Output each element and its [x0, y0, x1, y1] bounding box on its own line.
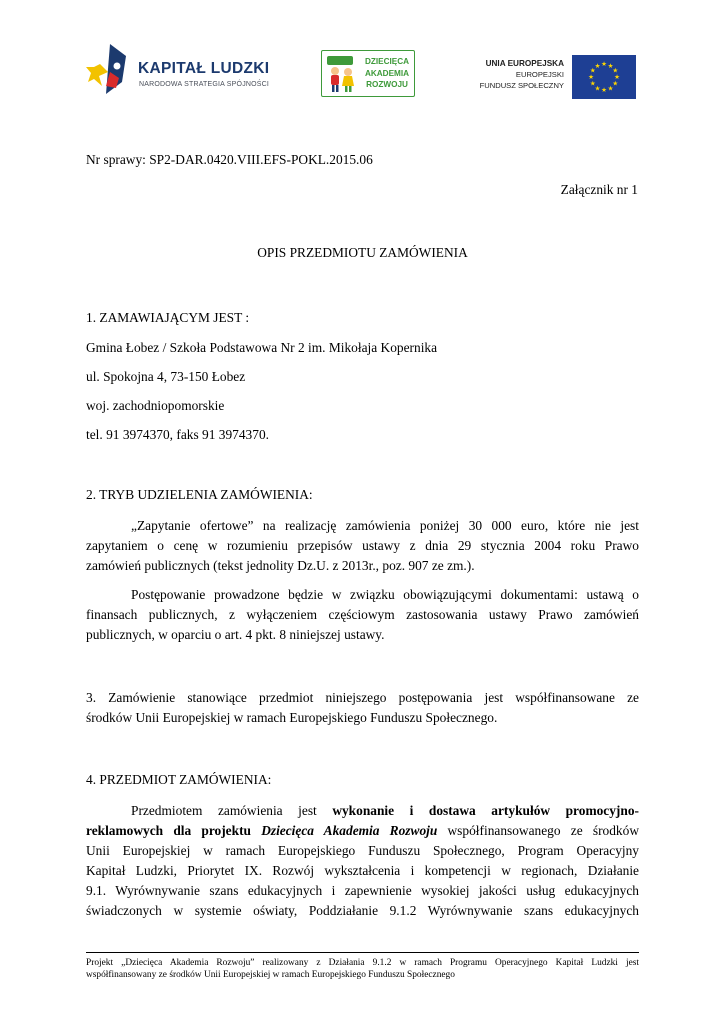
case-number: Nr sprawy: SP2-DAR.0420.VIII.EFS-POKL.2015.06: [86, 152, 373, 167]
eu-star-icon: ★: [612, 67, 619, 75]
eu-star-icon: ★: [612, 80, 619, 88]
section-2-p2-line-1: Postępowanie prowadzone będzie w związku obowiązującymi dokumentami: ustawą o: [131, 587, 639, 602]
children-illustration-icon: [324, 53, 360, 95]
orderer-phone: tel. 91 3974370, faks 91 3974370.: [86, 427, 269, 442]
kapital-ludzki-subtitle: NARODOWA STRATEGIA SPÓJNOŚCI: [139, 81, 270, 88]
footer-divider: [86, 952, 639, 953]
section-3-line-1: 3. Zamówienie stanowiące przedmiot niniejszego postępowania jest współfinansowane ze: [86, 690, 639, 705]
section-1-heading: 1. ZAMAWIAJĄCYM JEST :: [86, 310, 250, 325]
section-3-line-2: środków Unii Europejskiej w ramach Europejskiego Funduszu Społecznego.: [86, 710, 498, 725]
orderer-name: Gmina Łobez / Szkoła Podstawowa Nr 2 im. Mikołaja Kopernika: [86, 340, 438, 355]
eu-logo: [460, 55, 636, 101]
dziecieca-akademia-logo: [321, 50, 415, 97]
section-4-line-4: Kapitał Ludzki, Priorytet IX. Rozwój wykształcenia i kompetencji w regionach, Działanie: [86, 863, 639, 878]
eu-flag-icon: [572, 55, 636, 99]
section-4-line-2: [86, 823, 639, 839]
eu-star-icon: ★: [594, 62, 601, 70]
eu-star-icon: ★: [607, 62, 614, 70]
orderer-address: ul. Spokojna 4, 73-150 Łobez: [86, 369, 246, 384]
section-4-line-5: 9.1. Wyrównywanie szans edukacyjnych i zapewnienie wysokiej jakości usług edukacyjnych: [86, 883, 639, 898]
eu-line-1: UNIA EUROPEJSKA: [485, 59, 564, 68]
kapital-ludzki-emblem-icon: [86, 42, 136, 100]
akademia-line-3: ROZWOJU: [366, 80, 408, 89]
s4-l1-bold: wykonanie i dostawa artykułów promocyjno-: [332, 803, 639, 818]
footer-line-1: Projekt „Dziecięca Akademia Rozwoju” realizowany z Działania 9.1.2 w ramach Programu Operacyjnego Kapitał Ludzki jest: [86, 958, 639, 968]
akademia-line-2: AKADEMIA: [364, 68, 410, 78]
s4-l2-normal: współfinansowanego ze środków: [437, 823, 639, 838]
eu-star-icon: ★: [614, 74, 620, 82]
eu-line-2: EUROPEJSKI: [515, 70, 564, 79]
eu-line-3: FUNDUSZ SPOŁECZNY: [479, 81, 564, 90]
eu-star-icon: ★: [607, 85, 614, 93]
section-4-line-6: świadczonych w systemie oświaty, Poddziałanie 9.1.2 Wyrównywanie szans edukacyjnych: [86, 903, 639, 918]
section-2-p1-line-3: zamówień publicznych (tekst jednolity Dz.U. z 2013r., poz. 907 ze zm.).: [86, 558, 475, 573]
section-4-line-1: [131, 803, 639, 819]
section-4-line-3: Unii Europejskiej w ramach Europejskiego Funduszu Społecznego, Program Operacyjny: [86, 843, 639, 858]
section-4-heading: 4. PRZEDMIOT ZAMÓWIENIA:: [86, 772, 272, 787]
eu-star-icon: ★: [589, 67, 596, 75]
kapital-ludzki-logo: [86, 42, 286, 100]
section-2-p2-line-3: publicznych, w oparciu o art. 4 pkt. 8 niniejszej ustawy.: [86, 627, 385, 642]
kapital-ludzki-title: KAPITAŁ LUDZKI: [138, 60, 270, 77]
eu-star-icon: ★: [588, 74, 594, 82]
page-title: OPIS PRZEDMIOTU ZAMÓWIENIA: [257, 245, 468, 260]
section-2-p1-line-2: zapytaniem o cenę w rozumieniu przepisów ustawy z dnia 29 stycznia 2004 roku Prawo: [86, 538, 639, 553]
orderer-region: woj. zachodniopomorskie: [86, 398, 225, 413]
footer: [86, 958, 639, 981]
section-2-heading: 2. TRYB UDZIELENIA ZAMÓWIENIA:: [86, 487, 313, 502]
attachment-label: Załącznik nr 1: [560, 182, 638, 197]
akademia-line-1: DZIECIĘCA: [364, 57, 410, 66]
s4-l2-bolditalic: Dziecięca Akademia Rozwoju: [261, 823, 438, 838]
section-2-p2-line-2: finansach publicznych, z wyłączeniem częściowym zastosowania ustawy Prawo zamówień: [86, 607, 639, 622]
eu-star-icon: ★: [594, 85, 601, 93]
eu-star-icon: ★: [601, 87, 607, 95]
section-2-p1-line-1: „Zapytanie ofertowe” na realizację zamówienia poniżej 30 000 euro, które nie jest: [131, 518, 639, 533]
s4-l2-bold: reklamowych dla projektu: [86, 823, 262, 838]
s4-l1-normal: Przedmiotem zamówienia jest: [131, 803, 333, 818]
footer-line-2: współfinansowany ze środków Unii Europejskiej w ramach Europejskiego Funduszu Społecznego: [86, 969, 455, 980]
eu-star-icon: ★: [601, 61, 607, 69]
eu-star-icon: ★: [589, 80, 596, 88]
